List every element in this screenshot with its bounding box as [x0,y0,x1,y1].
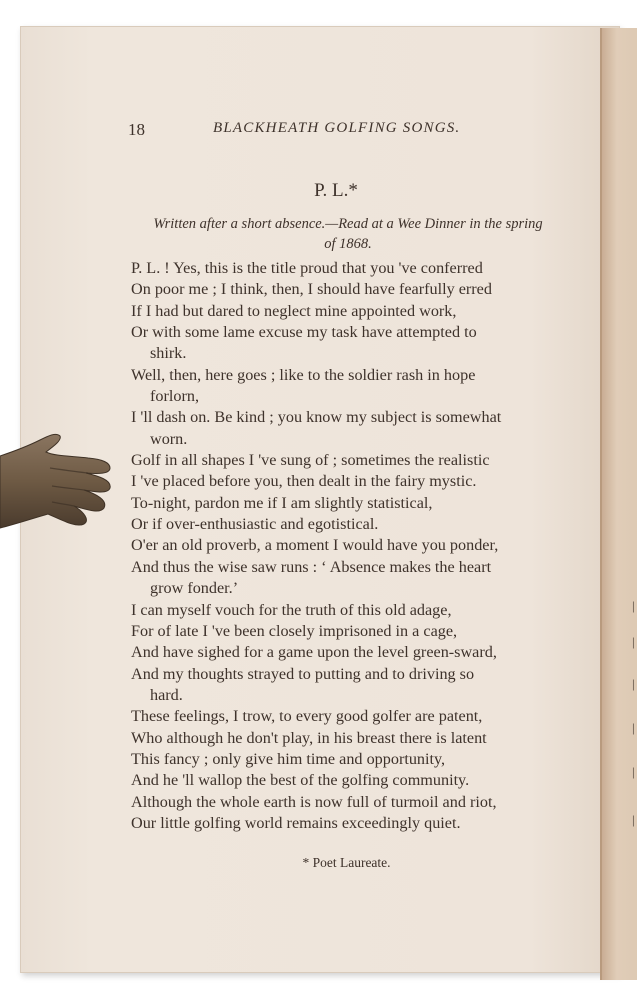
poem-line: Golf in all shapes I 've sung of ; sometimes the realistic [131,451,490,470]
facing-page-fragment: | [632,598,635,613]
poem-line: And thus the wise saw runs : ‘ Absence makes the heart [131,557,492,576]
poem-line: Or if over-enthusiastic and egotistical. [131,515,379,534]
poem-line: I 'll dash on. Be kind ; you know my subject is somewhat [131,408,502,427]
poem-body [131,258,571,834]
facing-page-fragment: | [632,720,635,735]
poem-line: For of late I 've been closely imprisoned in a cage, [131,621,458,640]
poem-line: Or with some lame excuse my task have attempted to [131,323,477,342]
poem-line: These feelings, I trow, to every good golfer are patent, [131,707,483,726]
poem-title: P. L.* [314,180,358,201]
page-number: 18 [128,120,145,139]
running-head: BLACKHEATH GOLFING SONGS. [213,120,461,136]
poem-line: P. L. ! Yes, this is the title proud that you 've conferred [131,259,483,277]
poem-line: If I had but dared to neglect mine appointed work, [131,301,457,320]
poem-line: I can myself vouch for the truth of this old adage, [131,600,452,619]
poem-line: On poor me ; I think, then, I should have fearfully erred [131,280,492,299]
poem-line: Although the whole earth is now full of turmoil and riot, [131,792,497,811]
poem-line-continuation: hard. [150,685,183,704]
poem-line: O'er an old proverb, a moment I would have you ponder, [131,536,499,555]
poem-line-continuation: shirk. [150,344,187,363]
facing-page-fragment: | [632,634,635,649]
poem-line-continuation: grow fonder.’ [150,579,239,598]
poem-line: Our little golfing world remains exceedingly quiet. [131,813,461,832]
poem-line: Who although he don't play, in his breast there is latent [131,728,487,747]
poem-line-continuation: worn. [150,429,188,448]
poem-line: And my thoughts strayed to putting and to driving so [131,664,475,683]
poem-subtitle: Written after a short absence.—Read at a Wee Dinner in the spring of 1868. [153,216,543,252]
poem-line: And have sighed for a game upon the level green-sward, [131,643,497,662]
facing-page-fragment: | [632,764,635,779]
poem-line: I 've placed before you, then dealt in the fairy mystic. [131,472,477,491]
facing-page-fragment: | [632,812,635,827]
poem-line-continuation: forlorn, [150,387,199,406]
footnote: * Poet Laureate. [302,855,391,870]
poem-line: Well, then, here goes ; like to the soldier rash in hope [131,365,476,384]
poem-line: And he 'll wallop the best of the golfing community. [131,771,470,790]
poem-line: This fancy ; only give him time and opportunity, [131,749,446,768]
poem-line: To-night, pardon me if I am slightly statistical, [131,493,433,512]
facing-page-fragment: | [632,676,635,691]
hand-page-weight-icon [0,428,115,548]
facing-page-edge [600,28,637,980]
